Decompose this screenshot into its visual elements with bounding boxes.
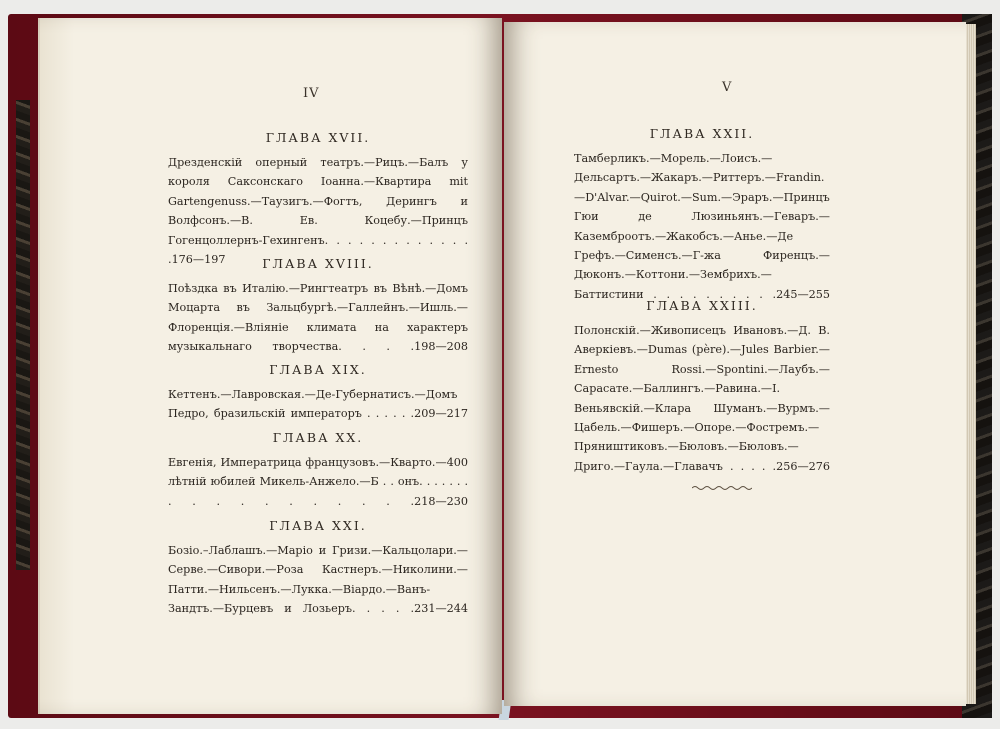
right-page xyxy=(504,22,966,706)
chapter-title: ГЛАВА XXI. xyxy=(269,518,367,533)
left-page xyxy=(38,18,502,714)
chapter-contents xyxy=(168,385,468,424)
chapter-17 xyxy=(168,130,468,269)
chapter-contents xyxy=(574,149,830,304)
chapter-text: Кеттенъ.—Лавровская.—Де-Губернатисъ.—Домъ Педро, бразильскій императоръ . . . . . . xyxy=(168,388,458,421)
chapter-text: Полонскій.—Живописецъ Ивановъ.—Д. В. Аверкіевъ.—Dumas (père).—Jules Barbier.—Ernesto Rossi.—Spontini.—Лаубъ.—Сарасате.—Баллингъ.—Равина.—І. Веньявскій.—Клара Шуманъ.—Вурмъ.—Цабель.—Фишеръ.—Опоре.—Фостремъ.—Пряништиковъ.—Бюловъ.—Бюловъ.—Дриго.—Гаула.—Главачъ . . . . . xyxy=(574,324,830,473)
chapter-pages: 245—255 xyxy=(776,287,830,301)
chapter-title: ГЛАВА XXII. xyxy=(649,126,755,141)
page-stack xyxy=(966,24,976,704)
chapter-contents xyxy=(168,453,468,511)
chapter-title: ГЛАВА XIX. xyxy=(269,362,367,377)
chapter-22 xyxy=(574,126,830,304)
tail-ornament xyxy=(692,485,752,491)
chapter-pages: 209—217 xyxy=(414,407,468,421)
chapter-text: Поѣздка въ Италію.—Рингтеатръ въ Вѣнѣ.—Домъ Моцарта въ Зальцбургѣ.—Галлейнъ.—Ишль.—Флоренція.—Вліяніе климата на характеръ музыкальнаго творчества. . . . xyxy=(168,282,468,354)
chapter-18 xyxy=(168,256,468,357)
chapter-20 xyxy=(168,430,468,511)
chapter-pages: 231—244 xyxy=(414,602,468,616)
chapter-pages: 218—230 xyxy=(414,494,468,508)
chapter-pages: 198—208 xyxy=(414,340,468,354)
chapter-contents xyxy=(168,541,468,619)
chapter-text: Бозіо.–Лаблашъ.—Маріо и Гризи.—Кальцолари.—Серве.—Сивори.—Роза Кастнеръ.—Николини.—Патти.—Нильсенъ.—Лукка.—Віардо.—Ванъ-Зандтъ.—Бурцевъ и Лозьеръ. . . . . xyxy=(168,544,468,616)
chapter-text: Тамберликъ.—Морель.—Лоисъ.—Дельсартъ.—Жакаръ.—Риттеръ.—Frandin.—D'Alvar.—Quirot.—Sum.—Эраръ.—Принцъ Гюи де Люзиньянъ.—Геваръ.—Каземброотъ.—Жакобсъ.—Анье.—Де Грефъ.—Сименсъ.—Г-жа Фиренцъ.—Дюконъ.—Коттони.—Зембрихъ.—Баттистини . . . . . . . . . . xyxy=(574,152,830,301)
chapter-pages: 256—276 xyxy=(776,459,830,473)
chapter-text: Дрезденскій оперный театръ.—Рицъ.—Балъ у короля Саксонскаго Іоанна.—Квартира mit Gartengenuss.—Таузигъ.—Фогтъ, Дерингъ и Волфсонъ.—В. Ев. Коцебу.—Принцъ Гогенцоллернъ-Гехингенъ. . . . . . . . . . . . . . xyxy=(168,156,468,267)
chapter-title: ГЛАВА XVII. xyxy=(265,130,371,145)
chapter-title: ГЛАВА XX. xyxy=(272,430,364,445)
chapter-19 xyxy=(168,362,468,424)
chapter-title: ГЛАВА XVIII. xyxy=(262,256,374,271)
chapter-contents xyxy=(168,153,468,269)
chapter-21 xyxy=(168,518,468,619)
chapter-contents xyxy=(168,279,468,357)
chapter-text: Евгенія, Императрица французовъ.—Кварто.—400 лѣтній юбилей Микель-Анжело.—Б . . онъ. . . . . . . . . . . . . . . . . . xyxy=(168,456,468,508)
chapter-pages: 176—197 xyxy=(171,253,226,267)
page-number: V xyxy=(722,80,733,95)
chapter-contents xyxy=(574,321,830,476)
page-number: IV xyxy=(303,86,320,101)
chapter-23 xyxy=(574,298,830,476)
marbled-edge-left xyxy=(16,100,30,570)
chapter-title: ГЛАВА XXIII. xyxy=(646,298,758,313)
